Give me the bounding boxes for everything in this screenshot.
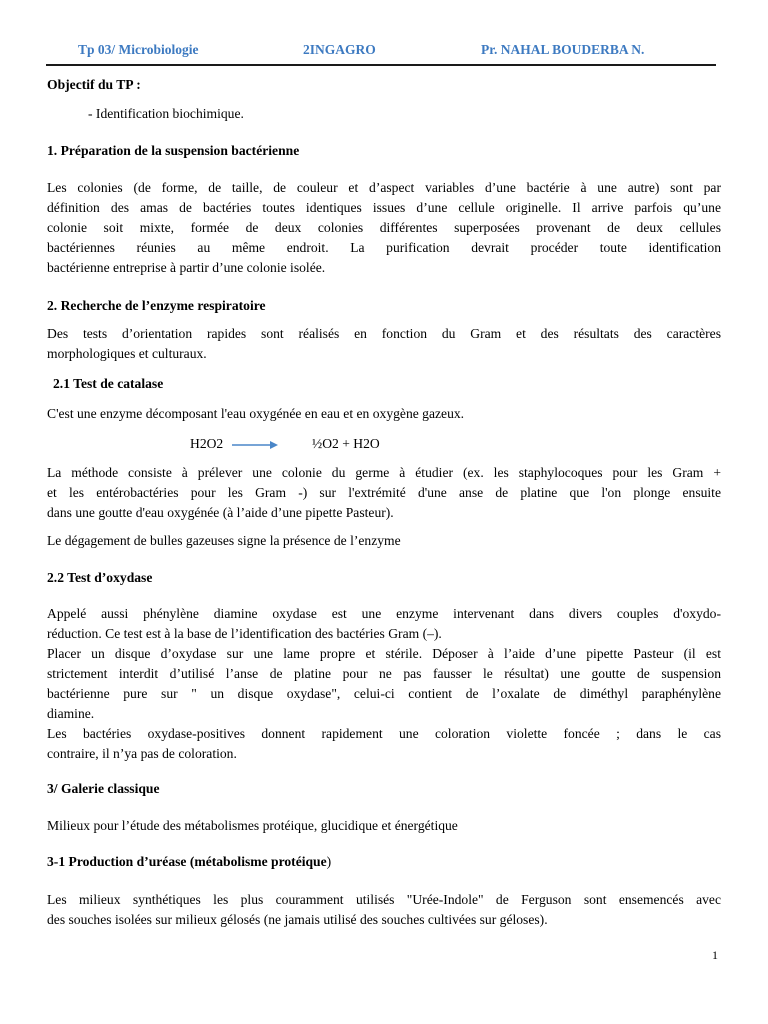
section-2-1-title: 2.1 Test de catalase <box>53 376 164 391</box>
paragraph-line: bactérienne entreprise à partir d’une colonie isolée. <box>47 260 326 275</box>
paragraph-line: et les entérobactéries pour les Gram -) sur l'extrémité d'une anse de platine que l'on plonge ensuite <box>47 485 721 500</box>
paragraph-line: strictement interdit d’utilisé l’anse de platine pour ne pas fausser le résultat) une goutte de suspension <box>47 666 721 681</box>
paragraph-line: contraire, il n’ya pas de coloration. <box>47 746 237 761</box>
equation-reactant: H2O2 <box>190 436 224 451</box>
paragraph-line: bactérienne pure sur " un disque oxydase", celui-ci contient de l’oxalate de diméthyl paraphénylène <box>47 686 721 701</box>
header-rule <box>46 64 716 66</box>
paragraph-line: Des tests d’orientation rapides sont réalisés en fonction du Gram et des résultats des caractères <box>47 326 721 341</box>
section-3-1-title-text: 3-1 Production d’uréase (métabolisme protéique <box>47 854 327 869</box>
section-2-title: 2. Recherche de l’enzyme respiratoire <box>47 298 266 313</box>
paragraph-line: bactériennes réunies au même endroit. La purification devrait procéder toute identification <box>47 240 721 255</box>
paragraph-line: diamine. <box>47 706 95 721</box>
paragraph-line: Appelé aussi phénylène diamine oxydase est une enzyme intervenant dans divers couples d'oxydo- <box>47 606 721 621</box>
paragraph-line: La méthode consiste à prélever une colonie du germe à étudier (ex. les staphylocoques pour les Gram + <box>47 465 721 480</box>
section-3-1-title-paren: ) <box>326 854 332 869</box>
paragraph-line: réduction. Ce test est à la base de l’identification des bactéries Gram (–). <box>47 626 442 641</box>
section-2-2-title: 2.2 Test d’oxydase <box>47 570 153 585</box>
objective-title: Objectif du TP : <box>47 77 141 92</box>
paragraph-line: Les milieux synthétiques les plus couramment utilisés "Urée-Indole" de Ferguson sont ensemencés avec <box>47 892 721 907</box>
urease-paragraph <box>47 890 721 930</box>
paragraph-line: Les bactéries oxydase-positives donnent rapidement une coloration violette foncée ; dans le cas <box>47 726 721 741</box>
reaction-arrow-icon <box>232 437 278 451</box>
paragraph-line: morphologiques et culturaux. <box>47 346 207 361</box>
section-3-text: Milieux pour l’étude des métabolismes protéique, glucidique et énergétique <box>47 818 458 833</box>
header-teacher: Pr. NAHAL BOUDERBA N. <box>481 42 645 57</box>
paragraph-line: Placer un disque d’oxydase sur une lame propre et stérile. Déposer à l’aide d’une pipette Pasteur (il est <box>47 646 721 661</box>
header-course: Tp 03/ Microbiologie <box>78 42 199 57</box>
header-group: 2INGAGRO <box>303 42 376 57</box>
section-2-paragraph <box>47 324 721 364</box>
section-1-title: 1. Préparation de la suspension bactérienne <box>47 143 300 158</box>
paragraph-line: Les colonies (de forme, de taille, de couleur et d’aspect variables d’une bactérie à une autre) sont par <box>47 180 721 195</box>
section-3-title: 3/ Galerie classique <box>47 781 160 796</box>
reaction-equation <box>190 434 450 454</box>
oxydase-paragraph <box>47 604 721 764</box>
paragraph-line: définition des amas de bactéries toutes identiques issues d’une cellule originelle. Il arrive parfois qu’une <box>47 200 721 215</box>
section-1-paragraph <box>47 178 721 278</box>
section-3-1-title <box>47 852 721 872</box>
equation-products: ½O2 + H2O <box>312 436 380 451</box>
objective-item: - Identification biochimique. <box>88 106 244 121</box>
catalase-conclusion: Le dégagement de bulles gazeuses signe la présence de l’enzyme <box>47 533 401 548</box>
page-header <box>78 42 716 62</box>
paragraph-line: dans une goutte d'eau oxygénée (à l’aide d’une pipette Pasteur). <box>47 505 394 520</box>
paragraph-line: des souches isolées sur milieux gélosés (ne jamais utilisé des souches cultivées sur géloses). <box>47 912 548 927</box>
catalase-method <box>47 463 721 523</box>
paragraph-line: colonie soit mixte, formée de deux colonies différentes superposées provenant de deux cellules <box>47 220 721 235</box>
catalase-intro: C'est une enzyme décomposant l'eau oxygénée en eau et en oxygène gazeux. <box>47 406 465 421</box>
page-number: 1 <box>712 948 718 962</box>
